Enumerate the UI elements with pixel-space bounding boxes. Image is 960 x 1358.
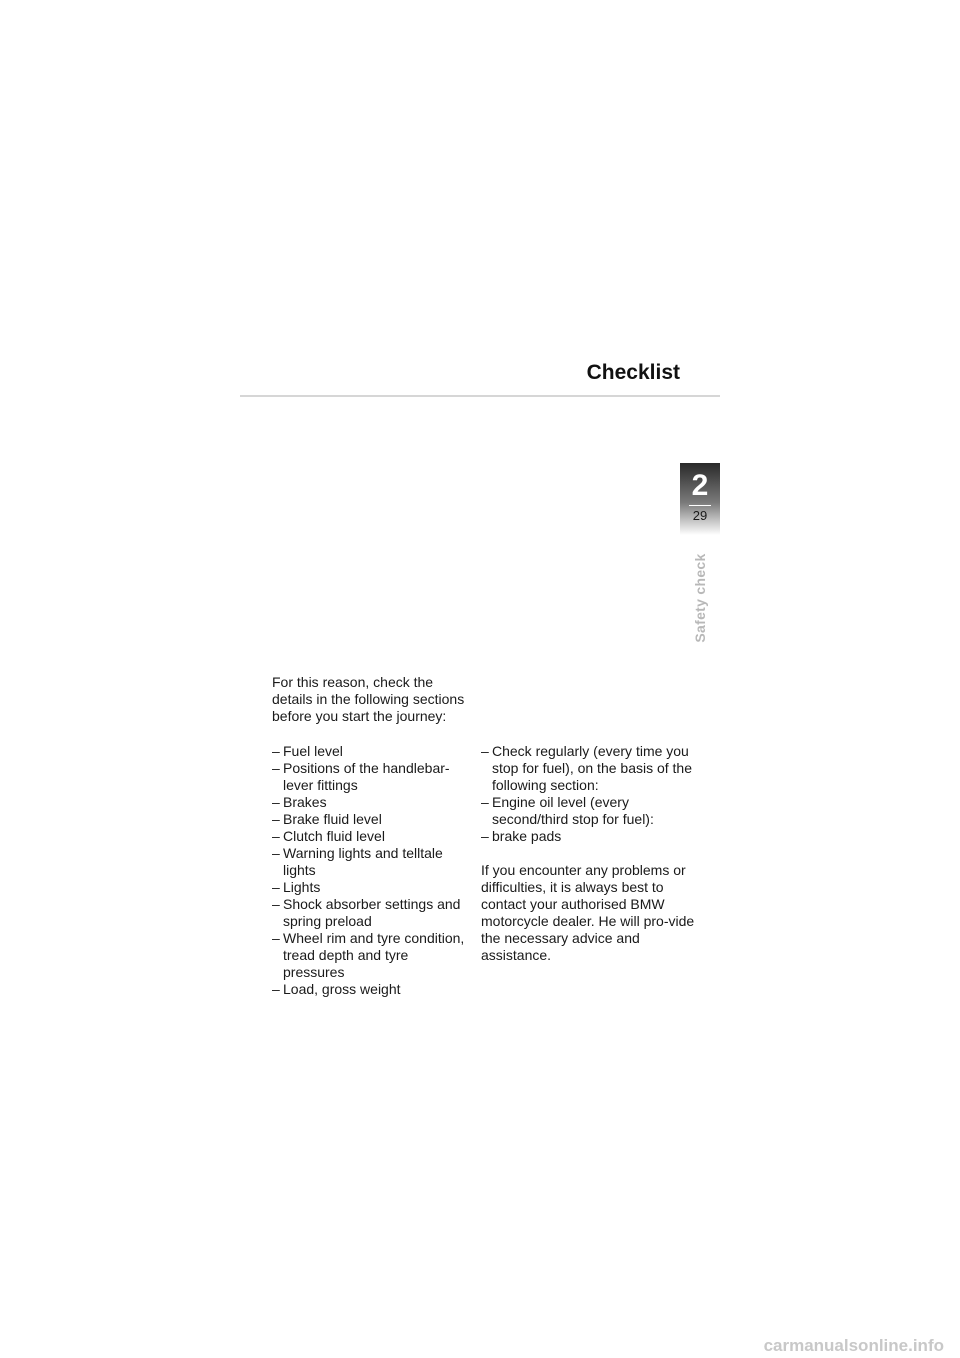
list-item: – brake pads xyxy=(481,828,696,845)
section-side-label: Safety check xyxy=(692,553,708,643)
header-divider xyxy=(240,395,720,397)
list-item: – Shock absorber settings and spring preload xyxy=(272,896,472,930)
list-item: – Brakes xyxy=(272,794,472,811)
list-item: – Clutch fluid level xyxy=(272,828,472,845)
list-item: – Wheel rim and tyre condition, tread depth and tyre pressures xyxy=(272,930,472,981)
list-item: – Warning lights and telltale lights xyxy=(272,845,472,879)
list-item: – Lights xyxy=(272,879,472,896)
chapter-separator xyxy=(689,505,711,506)
closing-paragraph: If you encounter any problems or difficulties, it is always best to contact your authorised BMW motorcycle dealer. He will pro-vide the necessary advice and assistance. xyxy=(481,862,695,963)
list-item: – Check regularly (every time you stop for fuel), on the basis of the following section: xyxy=(481,743,696,794)
chapter-tab xyxy=(680,463,720,535)
list-item: – Positions of the handlebar-lever fittings xyxy=(272,760,472,794)
page-number: 29 xyxy=(692,508,708,523)
intro-paragraph: For this reason, check the details in the following sections before you start the journey: xyxy=(272,674,465,724)
left-column xyxy=(272,743,472,998)
list-item: – Brake fluid level xyxy=(272,811,472,828)
list-item: – Engine oil level (every second/third stop for fuel): xyxy=(481,794,696,828)
watermark: carmanualsonline.info xyxy=(763,1336,944,1355)
checklist-right xyxy=(481,743,696,845)
list-item: – Fuel level xyxy=(272,743,472,760)
checklist-left xyxy=(272,743,472,998)
chapter-number: 2 xyxy=(691,469,709,502)
list-item: – Load, gross weight xyxy=(272,981,472,998)
page-title: Checklist xyxy=(586,361,680,384)
right-column xyxy=(481,743,696,964)
